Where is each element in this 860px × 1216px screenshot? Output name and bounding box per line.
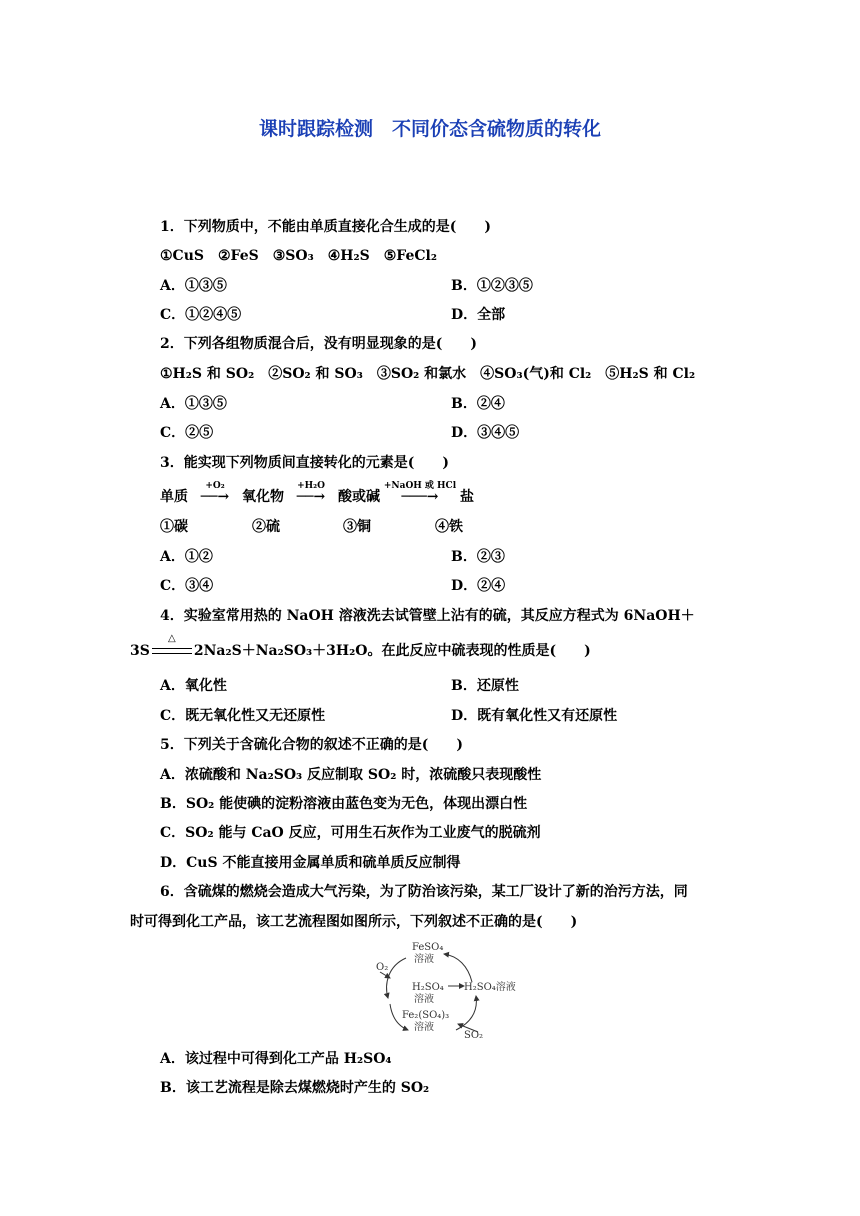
label-h2so4-center-solution: 溶液 bbox=[414, 994, 434, 1005]
label-fe2so43-solution: 溶液 bbox=[414, 1022, 434, 1033]
q4-option-c: C．既无氧化性又无还原性 bbox=[160, 708, 326, 724]
q1-option-d: D．全部 bbox=[451, 307, 506, 323]
label-feso4: FeSO₄ bbox=[412, 942, 444, 953]
q6-stem-line2: 时可得到化工产品，该工艺流程图如图所示，下列叙述不正确的是( ) bbox=[130, 914, 578, 930]
q1-option-a: A．①③⑤ bbox=[160, 278, 227, 294]
q6-option-b: B．该工艺流程是除去煤燃烧时产生的 SO₂ bbox=[160, 1080, 430, 1096]
q3-chain-acid-base: 酸或碱 bbox=[338, 489, 380, 505]
q4-heat-equals: △ bbox=[150, 641, 194, 661]
q1-items: ①CuS ②FeS ③SO₃ ④H₂S ⑤FeCl₂ bbox=[160, 248, 437, 264]
label-h2so3-solution: H₂SO₄溶液 bbox=[464, 982, 516, 993]
q3-chain bbox=[160, 481, 474, 507]
q3-option-a: A．①② bbox=[160, 549, 213, 565]
q6-stem-line1: 6．含硫煤的燃烧会造成大气污染，为了防治该污染，某工厂设计了新的治污方法，同 bbox=[160, 884, 688, 900]
q2-stem: 2．下列各组物质混合后，没有明显现象的是( ) bbox=[160, 336, 477, 352]
label-o2: O₂ bbox=[376, 962, 389, 973]
q4-stem-line2: 3S △ 2Na₂S＋Na₂SO₃＋3H₂O。在此反应中硫表现的性质是( ) bbox=[130, 633, 591, 659]
q3-stem: 3．能实现下列物质间直接转化的元素是( ) bbox=[160, 455, 449, 471]
q5-option-a: A．浓硫酸和 Na₂SO₃ 反应制取 SO₂ 时，浓硫酸只表现酸性 bbox=[160, 767, 542, 783]
q3-item-4: ④铁 bbox=[435, 519, 463, 535]
page-title: 课时跟踪检测 不同价态含硫物质的转化 bbox=[258, 118, 601, 140]
q1-option-b: B．①②③⑤ bbox=[451, 278, 533, 294]
q3-chain-salt: 盐 bbox=[460, 489, 474, 505]
q3-item-1: ①碳 bbox=[160, 519, 188, 535]
q2-items: ①H₂S 和 SO₂ ②SO₂ 和 SO₃ ③SO₂ 和氯水 ④SO₃(气)和 Cl₂ ⑤H₂S 和 Cl₂ bbox=[160, 366, 696, 382]
q5-option-b: B．SO₂ 能使碘的淀粉溶液由蓝色变为无色，体现出漂白性 bbox=[160, 796, 528, 812]
q3-chain-oxide: 氧化物 bbox=[242, 489, 284, 505]
q2-option-a: A．①③⑤ bbox=[160, 396, 227, 412]
q4-option-d: D．既有氧化性又有还原性 bbox=[451, 708, 618, 724]
q3-item-3: ③铜 bbox=[343, 519, 371, 535]
q5-option-c: C．SO₂ 能与 CaO 反应，可用生石灰作为工业废气的脱硫剂 bbox=[160, 825, 541, 841]
q4-option-a: A．氧化性 bbox=[160, 678, 227, 694]
label-fe2so43: Fe₂(SO₄)₃ bbox=[402, 1010, 450, 1021]
q2-option-d: D．③④⑤ bbox=[451, 425, 520, 441]
q2-option-c: C．②⑤ bbox=[160, 425, 214, 441]
q3-item-2: ②硫 bbox=[252, 519, 280, 535]
q3-arrow-3: +NaOH 或 HCl ───→ bbox=[383, 481, 457, 505]
q5-stem: 5．下列关于含硫化合物的叙述不正确的是( ) bbox=[160, 737, 463, 753]
q4-stem-line1: 4．实验室常用热的 NaOH 溶液洗去试管壁上沾有的硫，其反应方程式为 6NaOH＋ bbox=[160, 608, 695, 624]
label-feso4-solution: 溶液 bbox=[414, 954, 434, 965]
q3-option-b: B．②③ bbox=[451, 549, 505, 565]
label-h2so4-center: H₂SO₄ bbox=[412, 982, 444, 993]
q3-option-c: C．③④ bbox=[160, 578, 214, 594]
q5-option-d: D．CuS 不能直接用金属单质和硫单质反应制得 bbox=[160, 855, 461, 871]
label-so2: SO₂ bbox=[464, 1030, 484, 1040]
q6-option-a: A．该过程中可得到化工产品 H₂SO₄ bbox=[160, 1051, 392, 1067]
q2-option-b: B．②④ bbox=[451, 396, 505, 412]
q1-stem: 1．下列物质中，不能由单质直接化合生成的是( ) bbox=[160, 219, 491, 235]
q3-arrow-2: +H₂O ──→ bbox=[296, 481, 326, 505]
q3-chain-simple-substance: 单质 bbox=[160, 489, 188, 505]
process-flow-diagram bbox=[368, 940, 528, 1040]
arrow-right-to-feso4 bbox=[444, 954, 472, 982]
q3-arrow-1: +O₂ ──→ bbox=[200, 481, 230, 505]
q1-option-c: C．①②④⑤ bbox=[160, 307, 242, 323]
q3-option-d: D．②④ bbox=[451, 578, 506, 594]
q4-option-b: B．还原性 bbox=[451, 678, 519, 694]
